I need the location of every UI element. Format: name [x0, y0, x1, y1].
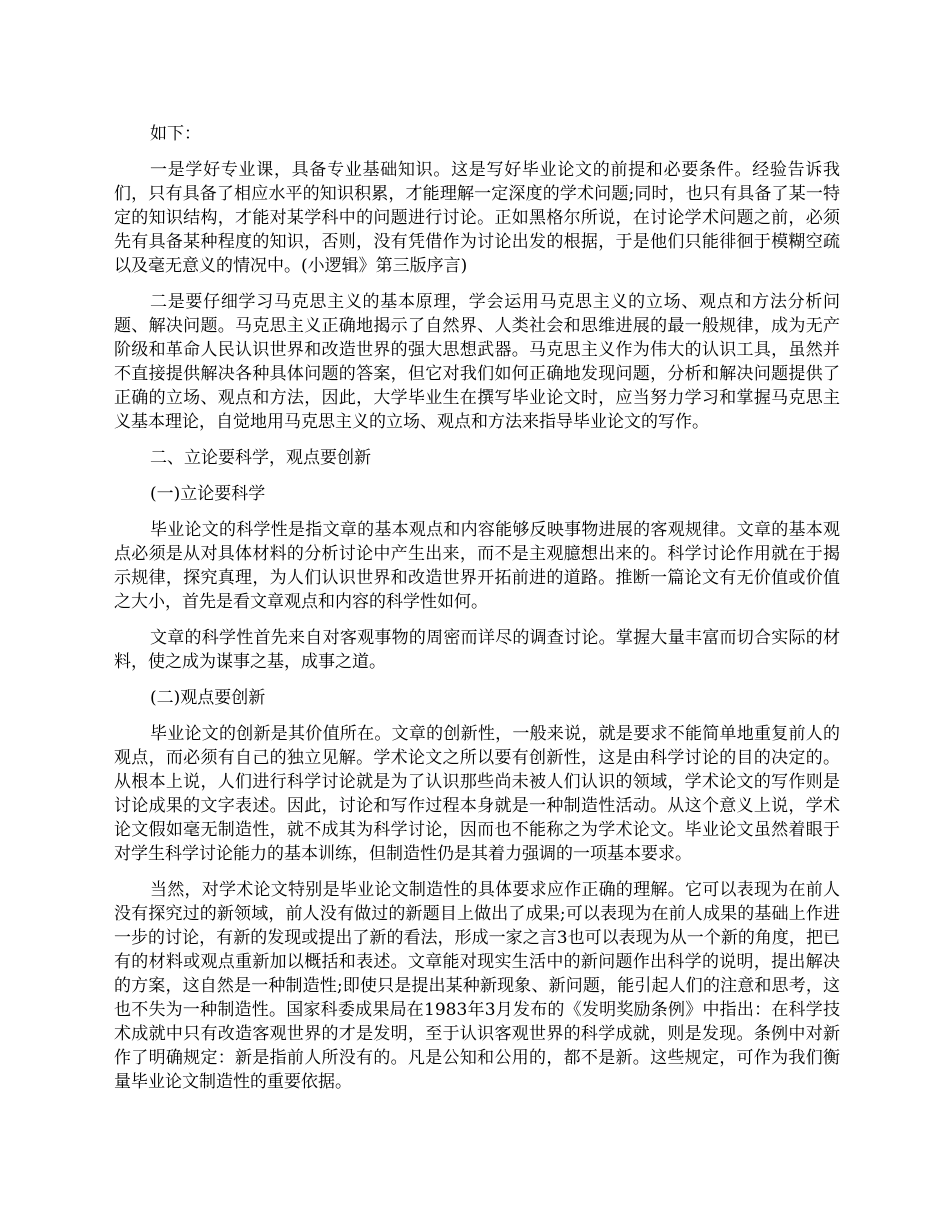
paragraph-scientific-source: 文章的科学性首先来自对客观事物的周密而详尽的调查讨论。掌握大量丰富而切合实际的材料，使之成为谋事之基，成事之道。: [114, 628, 840, 672]
subsection-heading-scientific: (一)立论要科学: [150, 484, 266, 504]
section-heading-two: 二、立论要科学，观点要创新: [150, 448, 371, 468]
paragraph-marxism: 二是要仔细学习马克思主义的基本原理，学会运用马克思主义的立场、观点和方法分析问题、解决问题。马克思主义正确地揭示了自然界、人类社会和思维进展的最一般规律，成为无产阶级和革命人民认识世界和改造世界的强大思想武器。马克思主义作为伟大的认识工具，虽然并不直接提供解决各种具体问题的答案，但它对我们如何正确地发现问题，分析和解决问题提供了正确的立场、观点和方法，因此，大学毕业生在撰写毕业论文时，应当努力学习和掌握马克思主义基本理论，自觉地用马克思主义的立场、观点和方法来指导毕业论文的写作。: [114, 292, 840, 432]
paragraph-innovation-value: 毕业论文的创新是其价值所在。文章的创新性，一般来说，就是要求不能简单地重复前人的观点，而必须有自己的独立见解。学术论文之所以要有创新性，这是由科学讨论的目的决定的。从根本上说，人们进行科学讨论就是为了认识那些尚未被人们认识的领域，学术论文的写作则是讨论成果的文字表述。因此，讨论和写作过程本身就是一种制造性活动。从这个意义上说，学术论文假如毫无制造性，就不成其为科学讨论，因而也不能称之为学术论文。毕业论文虽然着眼于对学生科学讨论能力的基本训练，但制造性仍是其着力强调的一项基本要求。: [114, 724, 840, 864]
paragraph-professional-knowledge: 一是学好专业课，具备专业基础知识。这是写好毕业论文的前提和必要条件。经验告诉我们，只有具备了相应水平的知识积累，才能理解一定深度的学术问题;同时，也只有具备了某一特定的知识结构，才能对某学科中的问题进行讨论。正如黑格尔所说，在讨论学术问题之前，必须先有具备某种程度的知识，否则，没有凭借作为讨论出发的根据，于是他们只能徘徊于模糊空疏以及毫无意义的情况中。(小逻辑》第三版序言): [114, 160, 840, 276]
document-body: [114, 122, 840, 1106]
paragraph-intro: 如下：: [150, 124, 201, 144]
subsection-heading-innovation: (二)观点要创新: [150, 688, 266, 708]
paragraph-innovation-requirements: 当然，对学术论文特别是毕业论文制造性的具体要求应作正确的理解。它可以表现为在前人没有探究过的新领域，前人没有做过的新题目上做出了成果;可以表现为在前人成果的基础上作进一步的讨论，有新的发现或提出了新的看法，形成一家之言3也可以表现为从一个新的角度，把已有的材料或观点重新加以概括和表述。文章能对现实生活中的新问题作出科学的说明，提出解决的方案，这自然是一种制造性;即使只是提出某种新现象、新问题，能引起人们的注意和思考，这也不失为一种制造性。国家科委成果局在1983年3月发布的《发明奖励条例》中指出：在科学技术成就中只有改造客观世界的才是发明，至于认识客观世界的科学成就，则是发现。条例中对新作了明确规定：新是指前人所没有的。凡是公知和公用的，都不是新。这些规定，可作为我们衡量毕业论文制造性的重要依据。: [114, 880, 840, 1092]
paragraph-scientific-nature: 毕业论文的科学性是指文章的基本观点和内容能够反映事物进展的客观规律。文章的基本观点必须是从对具体材料的分析讨论中产生出来，而不是主观臆想出来的。科学讨论作用就在于揭示规律，探究真理，为人们认识世界和改造世界开拓前进的道路。推断一篇论文有无价值或价值之大小，首先是看文章观点和内容的科学性如何。: [114, 520, 840, 612]
